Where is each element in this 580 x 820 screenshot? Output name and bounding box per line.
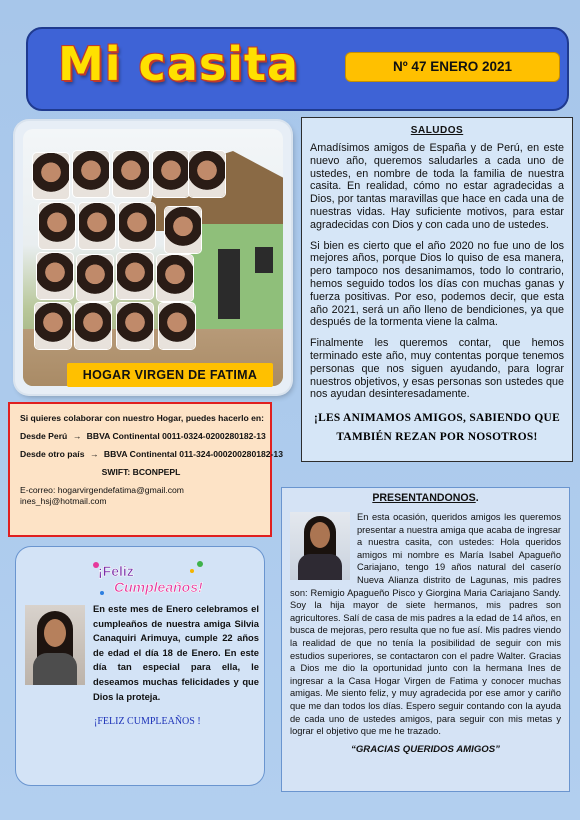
donation-abroad-line xyxy=(20,449,283,460)
birthday-banner-line1: ¡Feliz xyxy=(98,563,134,579)
birthday-banner-line2: Cumpleaños! xyxy=(114,579,203,595)
birthday-text: En este mes de Enero celebramos el cumpleaños de nuestra amiga Silvia Canaquiri Arimuya, cumple 22 años de edad el día 18 de Enero. En este día tan especial para ella, le deseamos muchas felicidades y que Dios la proteja. xyxy=(93,603,259,702)
greetings-closing: ¡LES ANIMAMOS AMIGOS, SABIENDO QUE TAMBIÉN REZAN POR NOSOTROS! xyxy=(314,412,560,444)
donation-peru-line xyxy=(20,431,266,442)
donation-peru-label: Desde Perú xyxy=(20,431,68,441)
portrait xyxy=(77,255,113,301)
portrait xyxy=(113,151,149,197)
portrait xyxy=(117,253,153,299)
portrait xyxy=(159,303,195,349)
greetings-section xyxy=(301,117,573,462)
portrait xyxy=(153,151,189,197)
birthday-cheer: ¡FELIZ CUMPLEAÑOS ! xyxy=(94,716,201,727)
donation-email-alt[interactable]: ines_hsj@hotmail.com xyxy=(20,496,107,506)
portrait xyxy=(189,151,225,197)
newsletter-title: Mi casita xyxy=(58,37,300,91)
donation-abroad-account: BBVA Continental 011-324-000200280182-13 xyxy=(103,449,283,459)
resident-portraits xyxy=(29,147,229,357)
birthday-banner xyxy=(88,559,206,599)
masthead xyxy=(26,27,569,111)
greetings-paragraph: Amadísimos amigos de España y de Perú, en este nuevo año, queremos saludarles a cada uno de ustedes, en nombre de toda la familia de nuestra casita. En realidad, cómo no estar agradecidas a Dios, por tantas maravillas que hace en cada una de nuestras vidas. Hay suficiente motivos, para estar agradecidas con Dios y con cada uno de ustedes. xyxy=(310,142,564,231)
portrait xyxy=(39,203,75,249)
introduction-section xyxy=(281,487,570,792)
portrait xyxy=(75,303,111,349)
birthday-banner-graphic xyxy=(88,559,206,599)
donation-abroad-label: Desde otro país xyxy=(20,449,85,459)
introduction-heading: PRESENTANDONOS. xyxy=(372,492,479,504)
greetings-heading: SALUDOS xyxy=(410,125,464,136)
arrow-right-icon: → xyxy=(89,449,99,459)
portrait xyxy=(165,207,201,253)
greetings-paragraph: Finalmente les queremos contar, que hemos terminado este año, muy contentas porque tenemos personas que nos siguen ayudando, para lograr nuestros objetivos, y esas personas son ustedes que nos ayudan desinteresadamente. xyxy=(310,337,564,401)
birthday-person-photo xyxy=(25,605,85,685)
portrait xyxy=(73,151,109,197)
portrait xyxy=(79,203,115,249)
introduction-body: En esta ocasión, queridos amigos les queremos presentar a nuestra amiga que acaba de ingresar a nuestra casita, con ustedes: Hola queridos amigos mi nombre es María Isabel Apagueño Cariajano, tengo 19 años natural del caserío Nueva Alianza distrito de Lagunas, mis padres son: Remigio Apagueño Pisco y Giorgina Maria Cariajano Sandy. Soy la hija mayor de siete hermanos, mis padres son agricultores. Salí de casa de mis padres a la edad de 14 años, en busca de mejoras, pero resulta que no fue así. Mis padres viendo la realidad de que no tenía la posibilidad de seguir con mis estudios superiores, se contactaron con el padre Walter. Gracias a Dios me dio la oportunidad junto con la hermana Ines de ingresar a la Casa Hogar Virgen de Fatima y conocer muchas amigas. Me siento feliz, y muy agradecida por ese amor y cariño que me dan todos los días. Espero seguir contando con la ayuda de cada uno de ustedes amigos, para seguir con mis metas y lograr el objetivo que me he trazado. xyxy=(290,512,561,737)
birthday-section xyxy=(15,546,265,786)
introduction-thanks: “GRACIAS QUERIDOS AMIGOS” xyxy=(351,743,500,755)
donation-swift: SWIFT: BCONPEPL xyxy=(101,467,181,477)
donation-box xyxy=(8,402,283,537)
home-photo xyxy=(15,121,291,394)
new-member-photo xyxy=(290,512,350,580)
donation-intro: Si quieres colaborar con nuestro Hogar, puedes hacerlo en: xyxy=(20,413,265,423)
house-photo-scene xyxy=(23,129,283,386)
hut-window xyxy=(255,247,273,273)
portrait xyxy=(157,255,193,301)
portrait xyxy=(35,303,71,349)
portrait xyxy=(37,253,73,299)
photo-caption: HOGAR VIRGEN DE FATIMA xyxy=(67,363,273,387)
portrait xyxy=(119,203,155,249)
portrait xyxy=(33,153,69,199)
arrow-right-icon: → xyxy=(72,431,82,441)
donation-peru-account: BBVA Continental 0011-0324-0200280182-13 xyxy=(86,431,266,441)
greetings-paragraph: Si bien es cierto que el año 2020 no fue uno de los mejores años, porque Dios lo quiso de esa manera, pero tampoco nos desanimamos, todo lo contrario, hemos seguido todos los días con muchas ganas y fuerza positivas. Por eso, podemos decir, que esta año 2021, será un año lleno de bendiciones, ya que después de la tormenta viene la calma. xyxy=(310,239,564,329)
portrait xyxy=(117,303,153,349)
donation-email[interactable]: E-correo: hogarvirgendefatima@gmail.com xyxy=(20,485,184,495)
issue-label: Nº 47 ENERO 2021 xyxy=(345,52,560,82)
